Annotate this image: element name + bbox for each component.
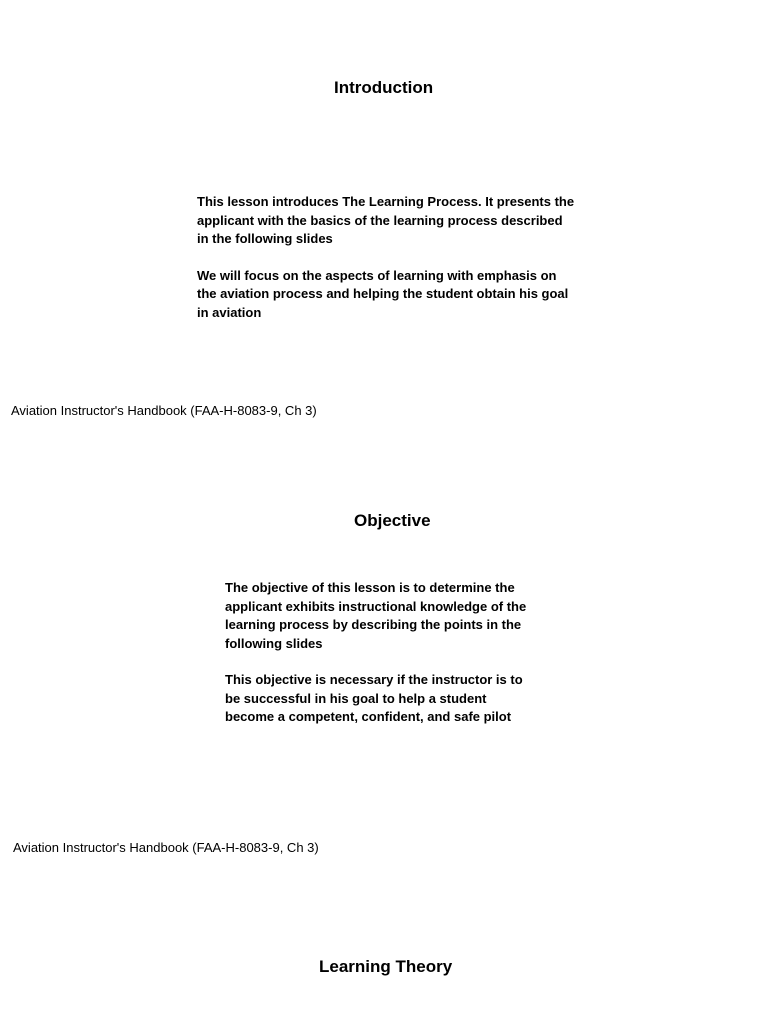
learning-theory-title: Learning Theory	[319, 957, 453, 976]
introduction-paragraph: We will focus on the aspects of learning with emphasis on the aviation process and helping the student obtain his goal in aviation	[197, 267, 569, 320]
objective-title: Objective	[354, 511, 431, 530]
introduction-paragraph: This lesson introduces The Learning Process. It presents the applicant with the basics of the learning process described in the following slides	[197, 194, 575, 246]
introduction-body	[197, 193, 577, 322]
objective-paragraph: The objective of this lesson is to determine the applicant exhibits instructional knowledge of the learning process by describing the points in the following slides	[225, 580, 527, 651]
objective-paragraph: This objective is necessary if the instructor is to be successful in his goal to help a student become a competent, confident, and safe pilot	[225, 672, 523, 724]
introduction-title: Introduction	[334, 78, 434, 97]
introduction-reference: Aviation Instructor's Handbook (FAA-H-8083-9, Ch 3)	[11, 403, 317, 418]
objective-reference: Aviation Instructor's Handbook (FAA-H-8083-9, Ch 3)	[13, 840, 319, 855]
objective-body	[225, 579, 535, 727]
